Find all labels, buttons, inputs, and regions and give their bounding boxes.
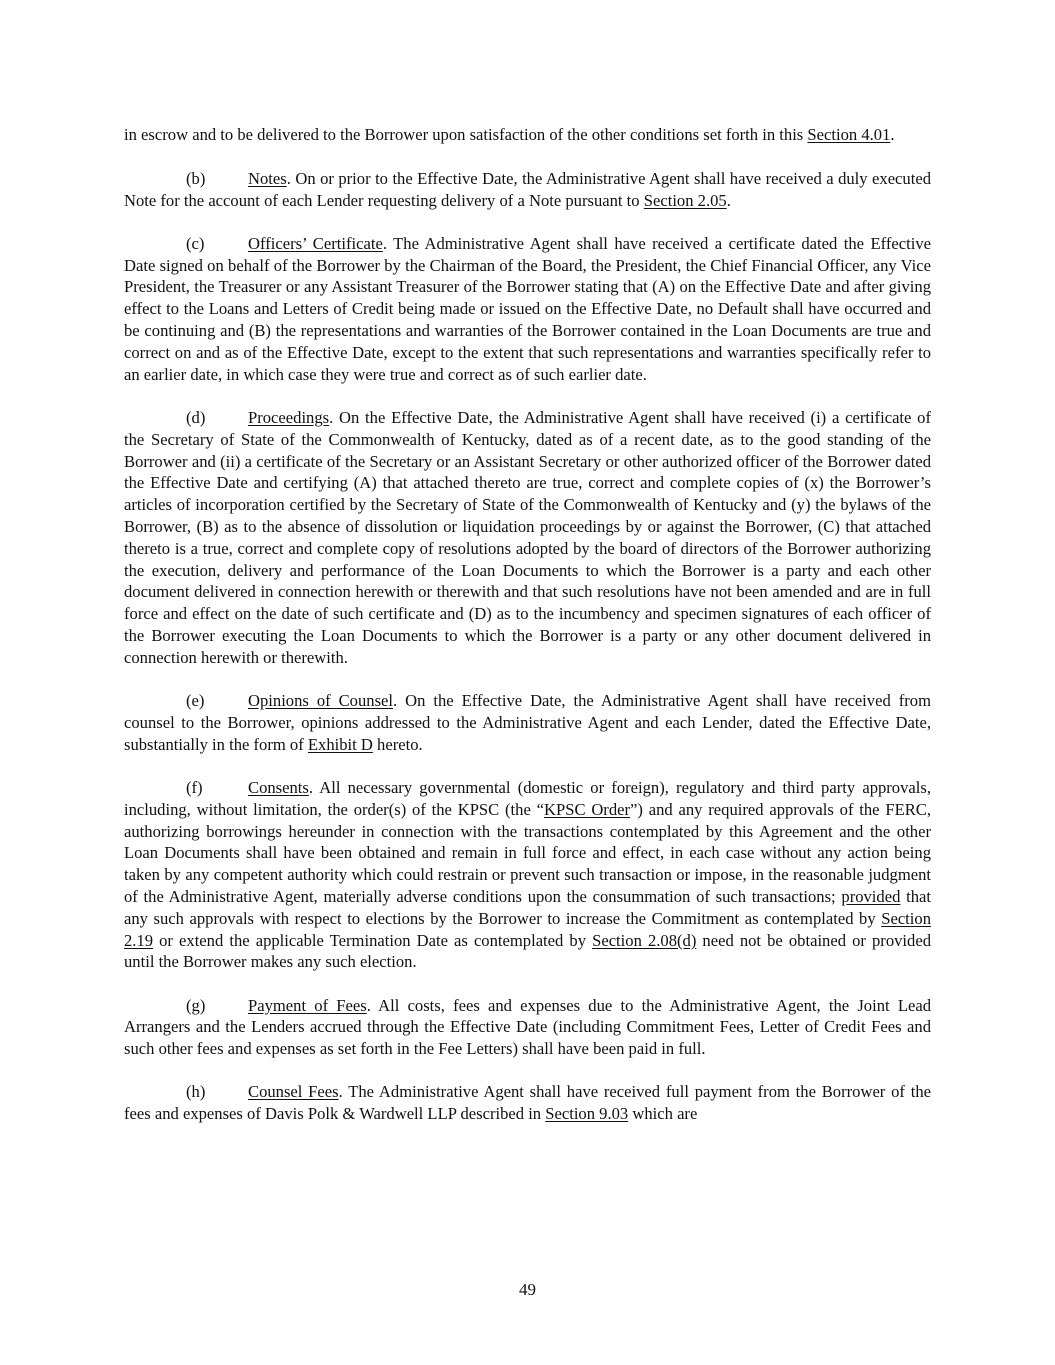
proviso-term: provided — [841, 886, 901, 906]
item-heading: Consents — [248, 777, 309, 797]
item-text: . All costs, fees and expenses due to the Administrative Agent, the Joint Lead Arrangers and the Lenders accrued through the Effective Date (including Commitment Fees, Letter of Credit Fees and such other fees and expenses as set forth in the Fee Letters) shall have been paid in full. — [124, 995, 931, 1059]
item-label: (b) — [186, 168, 206, 188]
page-number: 49 — [519, 1280, 536, 1299]
item-text: . On the Effective Date, the Administrative Agent shall have received from counsel to the Borrower, opinions addressed to the Administrative Agent and each Lender, dated the Effective Date, substantially in the form of — [124, 691, 931, 754]
item-text: or extend the applicable Termination Date as contemplated by — [153, 930, 593, 950]
section-ref: Section 9.03 — [545, 1104, 629, 1124]
item-text: . The Administrative Agent shall have received full payment from the Borrower of the fees and expenses of Davis Polk & Wardwell LLP described in — [124, 1082, 931, 1124]
item-label: (c) — [186, 233, 205, 253]
section-ref: Section 2.05 — [643, 190, 727, 210]
item-text: . The Administrative Agent shall have received a certificate dated the Effective Date signed on behalf of the Borrower by the Chairman of the Board, the President, the Chief Financial Officer, any Vice President, the Treasurer or any Assistant Treasurer of the Borrower stating that (A) on the Effective Date and after giving effect to the Loans and Letters of Credit being made or issued on the Effective Date, no Default shall have occurred and be continuing and (B) the representations and warranties of the Borrower contained in the Loan Documents are true and correct on and as of the Effective Date, except to the extent that such representations and warranties specifically refer to an earlier date, in which case they were true and correct as of such earlier date. — [124, 233, 932, 384]
item-text-end: . — [726, 190, 731, 210]
item-label: (g) — [186, 995, 206, 1015]
defined-term: KPSC Order — [544, 799, 631, 819]
paragraph-d — [124, 407, 931, 669]
intro-text: in escrow and to be delivered to the Borrower upon satisfaction of the other conditions set forth in this — [124, 125, 808, 144]
item-label: (d) — [186, 407, 206, 427]
item-text-end: which are — [628, 1104, 698, 1124]
item-heading: Proceedings — [248, 407, 330, 427]
item-label: (h) — [186, 1082, 206, 1102]
item-heading: Payment of Fees — [248, 995, 367, 1015]
section-ref: Section 4.01 — [807, 125, 891, 144]
intro-text-end: . — [890, 125, 895, 144]
document-page — [124, 124, 931, 1147]
item-heading: Officers’ Certificate — [248, 233, 383, 253]
paragraph-c — [124, 233, 931, 386]
section-ref: Section 2.08(d) — [592, 930, 697, 950]
item-text-end: need not be obtained or provided until the Borrower makes any such election. — [124, 930, 931, 972]
item-label: (f) — [186, 777, 203, 797]
paragraph-e — [124, 690, 931, 755]
item-label: (e) — [186, 691, 205, 711]
item-text: . On the Effective Date, the Administrative Agent shall have received (i) a certificate of the Secretary of State of the Commonwealth of Kentucky, dated as of a recent date, as to the good standing of the Borrower and (ii) a certificate of the Secretary or an Assistant Secretary or other authorized officer of the Borrower dated the Effective Date and certifying (A) that attached thereto are true, correct and complete copies of (x) the Borrower’s articles of incorporation certified by the Secretary of State of the Commonwealth of Kentucky and (y) the bylaws of the Borrower, (B) as to the absence of dissolution or liquidation proceedings by or against the Borrower, (C) that attached thereto is a true, correct and complete copy of resolutions adopted by the board of directors of the Borrower authorizing the execution, delivery and performance of the Loan Documents to which the Borrower is a party and each other document delivered in connection herewith or therewith and that such resolutions have not been amended and are in full force and effect on the date of such certificate and (D) as to the incumbency and specimen signatures of each officer of the Borrower executing the Loan Documents to which the Borrower is a party or any other document delivered in connection herewith or therewith. — [124, 407, 931, 667]
section-ref: Section 2.19 — [124, 908, 931, 950]
paragraph-g — [124, 995, 931, 1060]
item-text: that any such approvals with respect to elections by the Borrower to increase the Commitment as contemplated by — [124, 886, 932, 928]
item-heading: Opinions of Counsel — [248, 691, 393, 711]
item-text: . On or prior to the Effective Date, the Administrative Agent shall have received a duly executed Note for the account of each Lender requesting delivery of a Note pursuant to — [124, 168, 931, 210]
item-text-end: hereto. — [372, 734, 423, 754]
paragraph-h — [124, 1081, 931, 1125]
item-text: . All necessary governmental (domestic or foreign), regulatory and third party approvals, including, without limitation, the order(s) of the KPSC (the “ — [124, 777, 931, 819]
paragraph-b — [124, 168, 931, 212]
item-text: ”) and any required approvals of the FERC, authorizing borrowings hereunder in connection with the transactions contemplated by this Agreement and the other Loan Documents shall have been obtained and remain in full force and effect, in each case without any action being taken by any competent authority which could restrain or prevent such transaction or impose, in the reasonable judgment of the Administrative Agent, materially adverse conditions upon the consummation of such transactions; — [124, 799, 932, 906]
exhibit-ref: Exhibit D — [307, 734, 373, 754]
item-heading: Notes — [248, 168, 287, 188]
paragraph-f — [124, 777, 931, 973]
item-heading: Counsel Fees — [248, 1082, 339, 1102]
intro-paragraph — [124, 124, 931, 146]
